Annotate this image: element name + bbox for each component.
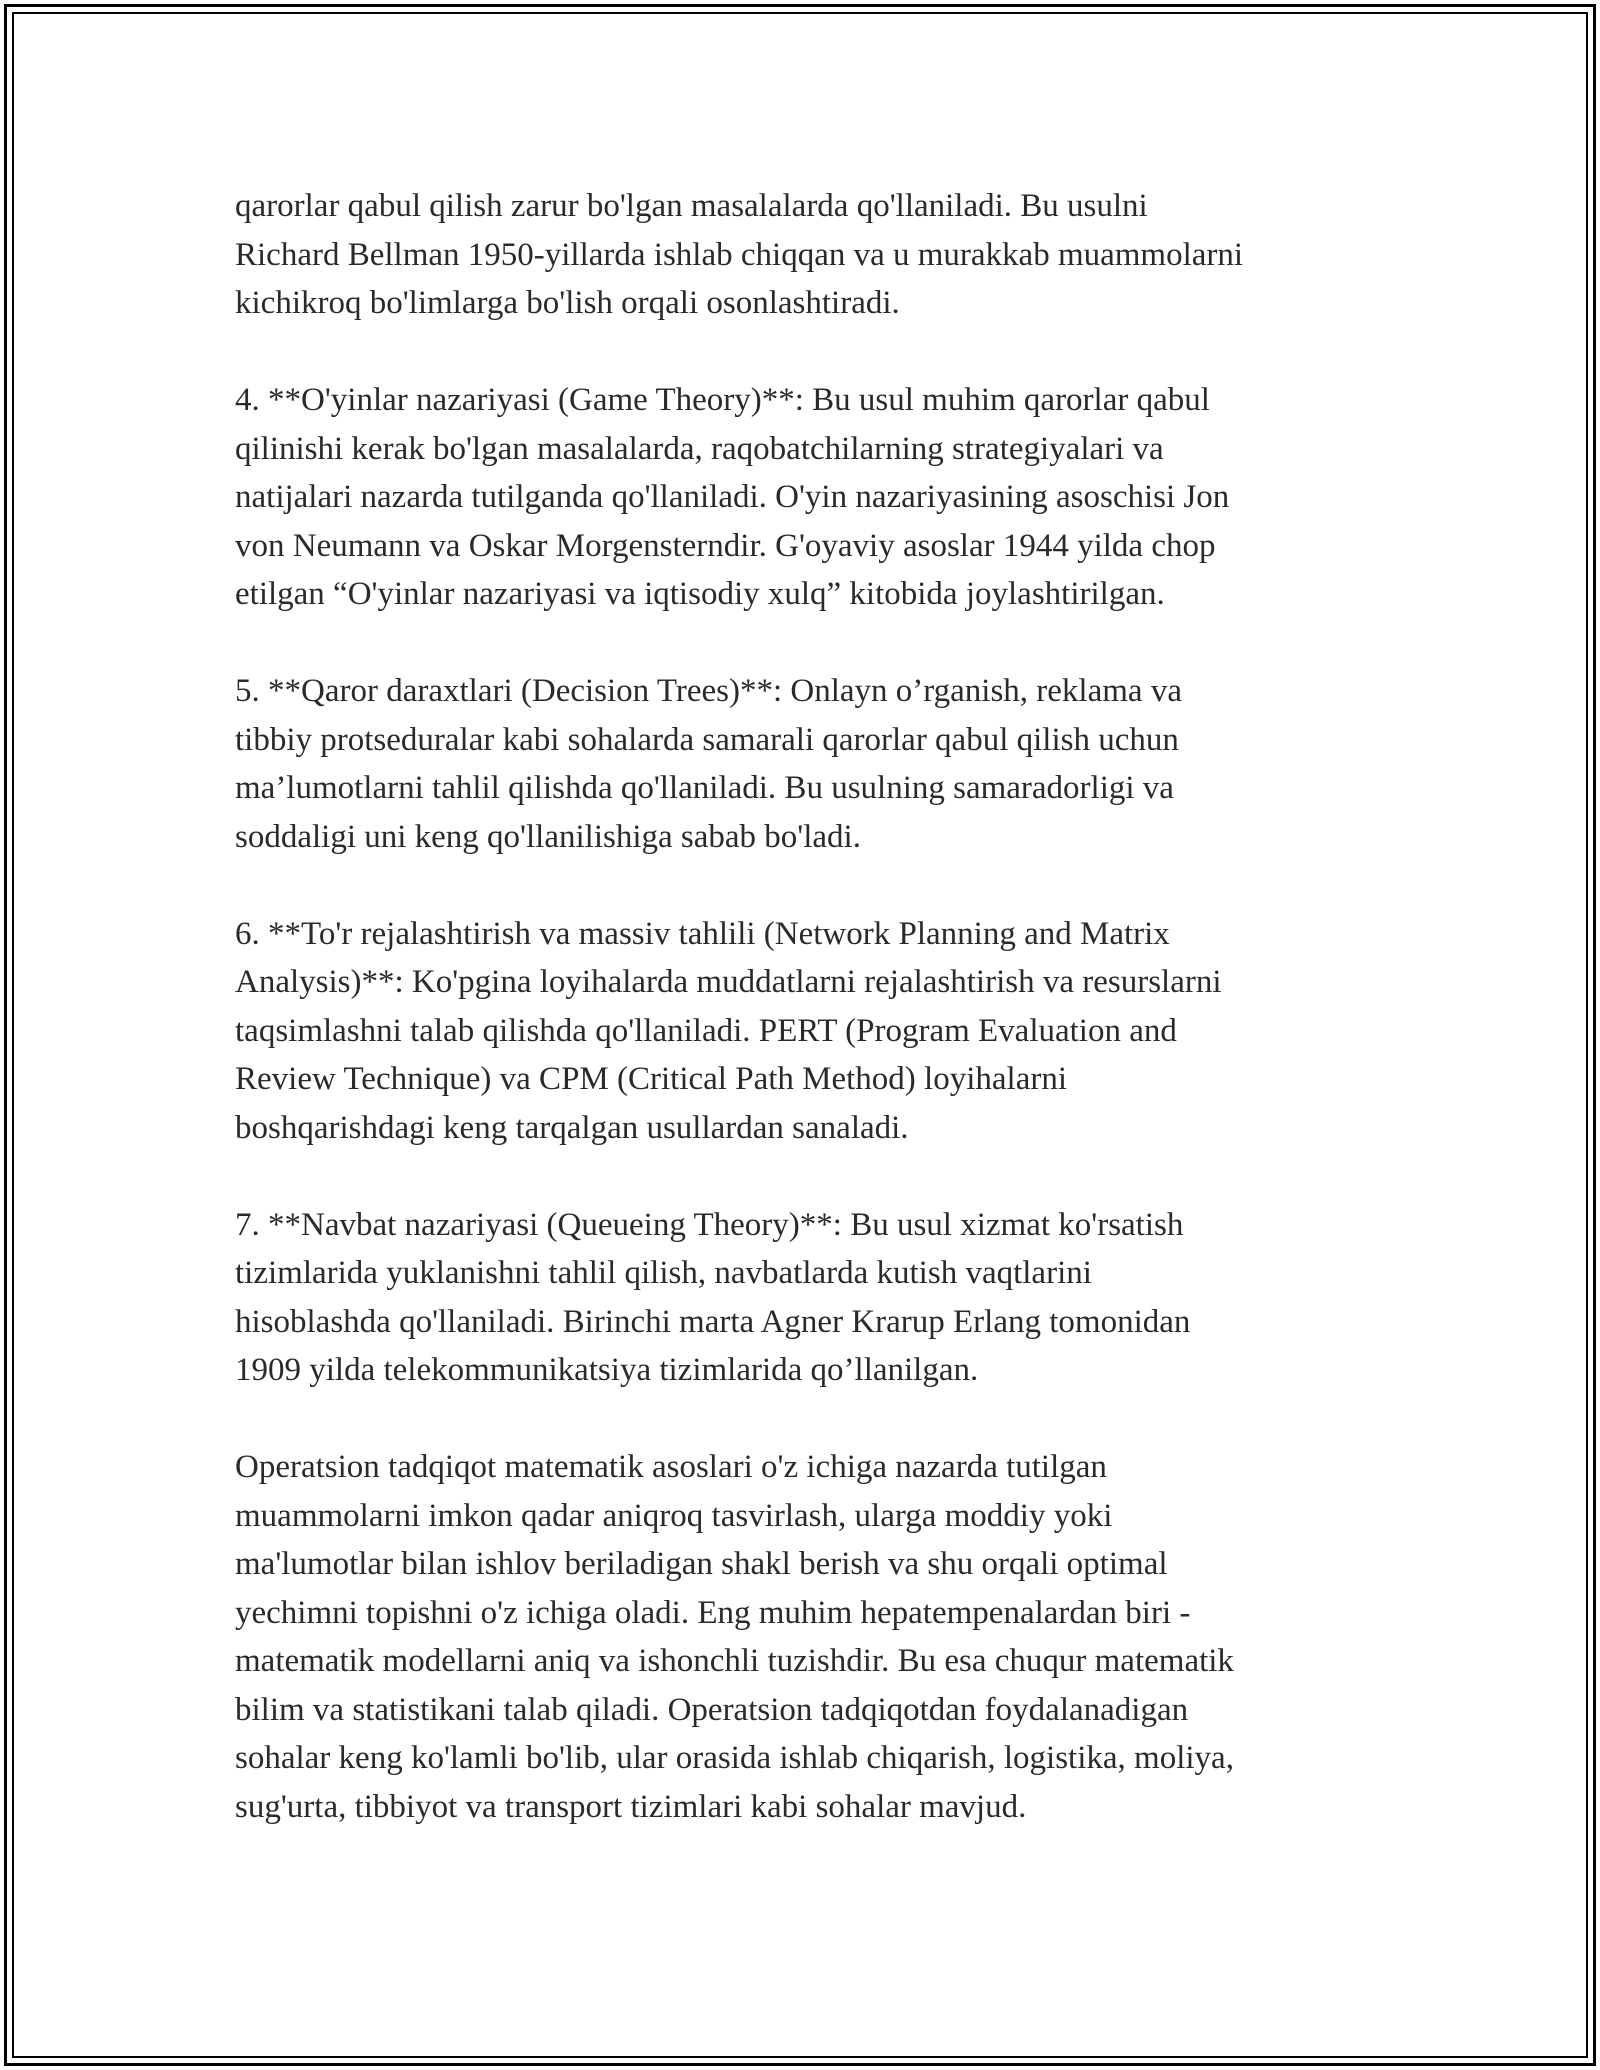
text-line: etilgan “O'yinlar nazariyasi va iqtisodiy xulq” kitobida joylashtirilgan. [235,576,1165,612]
text-line: 4. **O'yinlar nazariyasi (Game Theory)**: Bu usul muhim qarorlar qabul [235,382,1210,418]
text-line: sohalar keng ko'lamli bo'lib, ular orasida ishlab chiqarish, logistika, moliya, [235,1740,1234,1776]
text-line: von Neumann va Oskar Morgensterndir. G'oyaviy asoslar 1944 yilda chop [235,527,1216,564]
paragraph-network-planning [235,910,1395,1153]
text-line: Review Technique) va CPM (Critical Path Method) loyihalarni [235,1061,1067,1097]
text-line: bilim va statistikani talab qiladi. Operatsion tadqiqotdan foydalanadigan [235,1691,1189,1728]
text-line: qarorlar qabul qilish zarur bo'lgan masalalarda qo'llaniladi. Bu usulni [235,188,1148,224]
text-line: kichikroq bo'limlarga bo'lish orqali osonlashtiradi. [235,285,900,321]
text-line: qilinishi kerak bo'lgan masalalarda, raqobatchilarning strategiyalari va [235,430,1164,467]
paragraph-game-theory [235,376,1395,619]
text-line: hisoblashda qo'llaniladi. Birinchi marta Agner Krarup Erlang tomonidan [235,1303,1191,1340]
paragraph-operations-research-summary [235,1443,1395,1831]
text-line: 6. **To'r rejalashtirish va massiv tahlili (Network Planning and Matrix [235,915,1170,952]
text-line: 1909 yilda telekommunikatsiya tizimlarida qo’llanilgan. [235,1352,979,1388]
text-line: Richard Bellman 1950-yillarda ishlab chiqqan va u murakkab muammolarni [235,236,1244,273]
text-line: sug'urta, tibbiyot va transport tizimlari kabi sohalar mavjud. [235,1788,1027,1825]
text-line: 7. **Navbat nazariyasi (Queueing Theory)**: Bu usul xizmat ko'rsatish [235,1206,1184,1243]
text-line: tizimlarida yuklanishni tahlil qilish, navbatlarda kutish vaqtlarini [235,1255,1092,1291]
text-line: matematik modellarni aniq va ishonchli tuzishdir. Bu esa chuqur matematik [235,1643,1234,1679]
text-line: ma’lumotlarni tahlil qilishda qo'llaniladi. Bu usulning samaradorligi va [235,770,1174,806]
text-line: soddaligi uni keng qo'llanilishiga sabab bo'ladi. [235,818,861,855]
text-line: boshqarishdagi keng tarqalgan usullardan sanaladi. [235,1109,909,1146]
text-line: yechimni topishni o'z ichiga oladi. Eng muhim hepatempenalardan biri - [235,1594,1191,1631]
text-line: Operatsion tadqiqot matematik asoslari o'z ichiga nazarda tutilgan [235,1449,1107,1485]
text-line: natijalari nazarda tutilganda qo'llaniladi. O'yin nazariyasining asoschisi Jon [235,479,1230,515]
paragraph-bellman-continuation [235,182,1395,328]
text-line: ma'lumotlar bilan ishlov beriladigan shakl berish va shu orqali optimal [235,1546,1168,1582]
text-line: taqsimlashni talab qilishda qo'llaniladi. PERT (Program Evaluation and [235,1012,1177,1049]
text-line: muammolarni imkon qadar aniqroq tasvirlash, ularga moddiy yoki [235,1497,1113,1534]
text-line: Analysis)**: Ko'pgina loyihalarda muddatlarni rejalashtirish va resurslarni [235,964,1222,1000]
paragraph-decision-trees [235,667,1395,861]
paragraph-queueing-theory [235,1201,1395,1395]
text-line: 5. **Qaror daraxtlari (Decision Trees)**: Onlayn o’rganish, reklama va [235,673,1182,709]
text-line: tibbiy protseduralar kabi sohalarda samarali qarorlar qabul qilish uchun [235,721,1179,758]
document-body [235,182,1395,1880]
